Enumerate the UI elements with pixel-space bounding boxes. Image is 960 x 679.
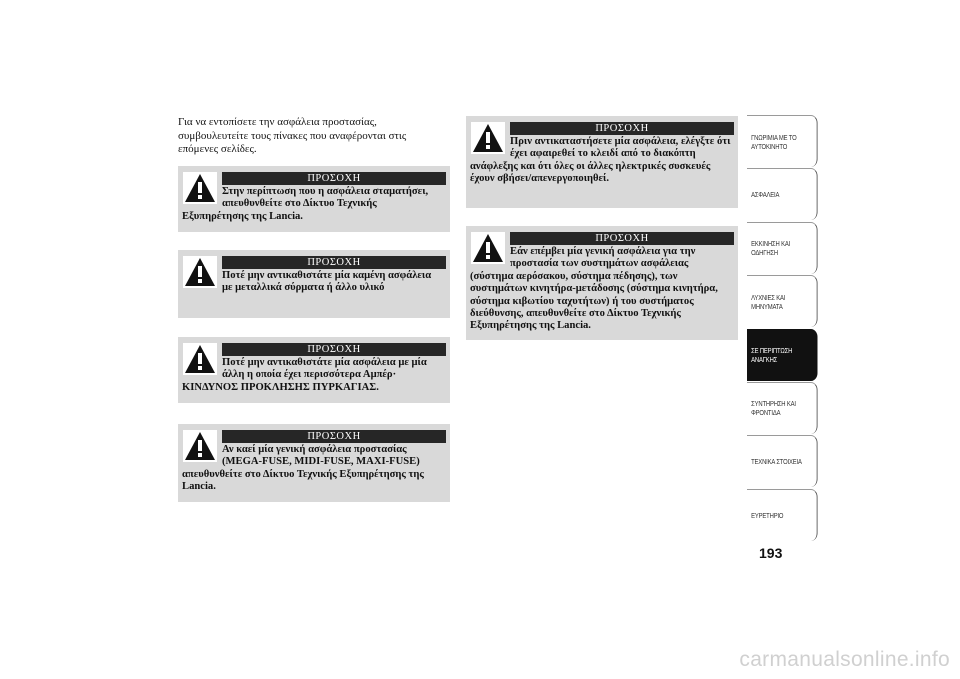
- tab-label: ΑΣΦΑΛΕΙΑ: [751, 190, 780, 200]
- warning-heading: ΠΡΟΣΟΧΗ: [222, 256, 446, 269]
- tab-label: ΦΡΟΝΤΙΔΑ: [751, 408, 781, 418]
- warning-text: Στην περίπτωση που η ασφάλεια σταματήσει, απευθυνθείτε στο Δίκτυο Τεχνικής Εξυπηρέτησης της Lancia.: [182, 186, 429, 222]
- tab-label: ΣΕ ΠΕΡΙΠΤΩΣΗ: [751, 346, 793, 356]
- warning-box-fuse-stopped: [178, 166, 450, 232]
- intro-line-2: συμβουλευτείτε τους πίνακες που αναφέρονται στις: [178, 129, 407, 142]
- warning-heading: ΠΡΟΣΟΧΗ: [222, 430, 446, 443]
- warning-heading: ΠΡΟΣΟΧΗ: [222, 343, 446, 356]
- tab-in-emergency[interactable]: [747, 329, 818, 381]
- tab-label: ΟΔΗΓΗΣΗ: [751, 248, 779, 258]
- tab-label: ΑΥΤΟΚΙΝΗΤΟ: [751, 141, 788, 151]
- watermark-text: carmanualsonline.info: [739, 648, 950, 671]
- warning-box-no-wire: [178, 250, 450, 318]
- warning-heading: ΠΡΟΣΟΧΗ: [510, 122, 734, 135]
- chapter-tabs: [747, 115, 818, 542]
- tab-warning-lights-messages[interactable]: [747, 275, 818, 327]
- warning-box-main-fuse: [178, 424, 450, 502]
- tab-index[interactable]: [747, 489, 818, 541]
- warning-text: Πριν αντικαταστήσετε μία ασφάλεια, ελέγξτε ότι έχει αφαιρεθεί το κλειδί από το διακόπτη ανάφλεξης και ότι όλες οι άλλες ηλεκτρικές συσκευές έχουν σβήσει/απενεργοποιηθεί.: [470, 136, 731, 185]
- tab-label: ΜΗΝΥΜΑΤΑ: [751, 301, 783, 311]
- page-number: 193: [759, 545, 783, 561]
- warning-text: Ποτέ μην αντικαθιστάτε μία καμένη ασφάλεια με μεταλλικά σύρματα ή άλλο υλικό: [222, 270, 432, 294]
- tab-label: ΕΥΡΕΤΗΡΙΟ: [751, 510, 784, 520]
- tab-technical-data[interactable]: [747, 435, 818, 487]
- tab-getting-to-know-car[interactable]: [747, 115, 818, 167]
- tab-label: ΑΝΑΓΚΗΣ: [751, 355, 778, 365]
- tab-starting-driving[interactable]: [747, 222, 818, 274]
- tab-label: ΛΥΧΝΙΕΣ ΚΑΙ: [751, 292, 786, 302]
- tab-label: ΓΝΩΡΙΜΙΑ ΜΕ ΤΟ: [751, 132, 797, 142]
- intro-paragraph: [178, 116, 448, 157]
- tab-label: ΣΥΝΤΗΡΗΣΗ ΚΑΙ: [751, 399, 796, 409]
- tab-maintenance-care[interactable]: [747, 382, 818, 434]
- tab-safety[interactable]: [747, 168, 818, 220]
- intro-line-1: Για να εντοπίσετε την ασφάλεια προστασίας,: [178, 116, 377, 128]
- warning-box-before-replacing: [466, 116, 738, 208]
- intro-line-3: επόμενες σελίδες.: [178, 143, 257, 155]
- warning-text: Αν καεί μία γενική ασφάλεια προστασίας (MEGA-FUSE, MIDI-FUSE, MAXI-FUSE) απευθυνθείτε στο Δίκτυο Τεχνικής Εξυπηρέτησης της Lancia.: [182, 444, 424, 493]
- warning-box-higher-amps: [178, 337, 450, 403]
- warning-heading: ΠΡΟΣΟΧΗ: [222, 172, 446, 185]
- tab-label: ΕΚΚΙΝΗΣΗ ΚΑΙ: [751, 239, 791, 249]
- warning-box-safety-systems: [466, 226, 738, 340]
- warning-heading: ΠΡΟΣΟΧΗ: [510, 232, 734, 245]
- warning-text: Εάν επέμβει μία γενική ασφάλεια για την προστασία των συστημάτων ασφάλειας (σύστημα αερόσακου, σύστημα πέδησης), των συστημάτων κινητήρα-μετάδοσης (σύστημα κινητήρα, σύστημα κιβωτίου ταχυτήτων) ή του συστήματος διεύθυνσης, απευθυνθείτε στο Δίκτυο Τεχνικής Εξυπηρέτησης της Lancia.: [470, 246, 718, 332]
- tab-label: ΤΕΧΝΙΚΑ ΣΤΟΙΧΕΙΑ: [751, 457, 802, 467]
- warning-text: Ποτέ μην αντικαθιστάτε μία ασφάλεια με μία άλλη η οποία έχει περισσότερα Αμπέρ· ΚΙΝΔΥΝΟΣ ΠΡΟΚΛΗΣΗΣ ΠΥΡΚΑΓΙΑΣ.: [182, 357, 427, 393]
